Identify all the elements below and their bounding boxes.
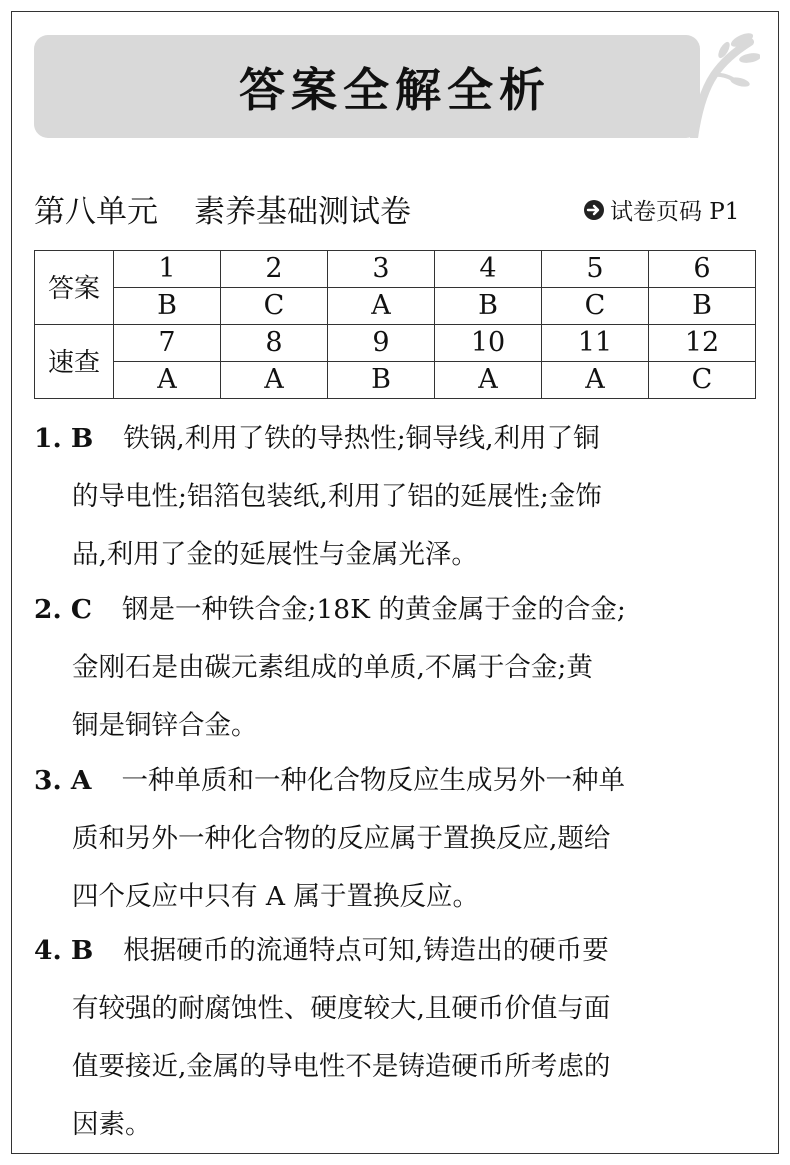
unit-heading [34,186,411,231]
question-number: 8 [221,325,328,362]
answer-cell: A [221,362,328,399]
explanation-line: 铜是铜锌合金。 [72,710,258,741]
page-reference [583,193,739,226]
explanation-line: 一种单质和一种化合物反应生成另外一种单 [121,765,625,796]
unit-subtitle: 素养基础测试卷 [194,194,411,230]
question-number: 2 [221,251,328,288]
question-number: 9 [328,325,435,362]
explanation-line: 值要接近,金属的导电性不是铸造硬币所考虑的 [72,1051,611,1082]
page-ref-text: 试卷页码 P1 [610,199,740,225]
explanation-line: 根据硬币的流通特点可知,铸造出的硬币要 [123,935,609,966]
question-number: 6 [649,251,756,288]
answer-cell: B [649,288,756,325]
explanation-q3 [34,752,764,926]
question-label: 3. A [34,765,92,796]
answer-cell: C [542,288,649,325]
question-label: 2. C [34,594,92,625]
explanation-line: 的导电性;铝箔包装纸,利用了铝的延展性;金饰 [72,481,602,512]
explanation-line: 金刚石是由碳元素组成的单质,不属于合金;黄 [72,652,593,683]
answer-cell: A [435,362,542,399]
answer-cell: A [542,362,649,399]
table-row [35,251,756,288]
answer-cell: B [328,362,435,399]
table-row [35,325,756,362]
question-number: 5 [542,251,649,288]
question-number: 4 [435,251,542,288]
explanation-line: 有较强的耐腐蚀性、硬度较大,且硬币价值与面 [72,993,611,1024]
table-label-lookup: 速查 [35,325,114,399]
question-number: 1 [114,251,221,288]
answer-cell: C [649,362,756,399]
question-number: 7 [114,325,221,362]
explanation-line: 铁锅,利用了铁的导热性;铜导线,利用了铜 [123,423,600,454]
explanation-line: 四个反应中只有 A 属于置换反应。 [72,881,479,912]
explanation-q2 [34,581,764,755]
explanation-q1 [34,410,764,584]
question-label: 1. B [34,423,94,454]
question-number: 11 [542,325,649,362]
explanation-line: 钢是一种铁合金;18K 的黄金属于金的合金; [121,594,626,625]
explanation-line: 质和另外一种化合物的反应属于置换反应,题给 [72,823,611,854]
question-number: 3 [328,251,435,288]
question-number: 10 [435,325,542,362]
answer-cell: B [435,288,542,325]
answer-cell: B [114,288,221,325]
unit-name: 第八单元 [34,194,158,230]
explanation-line: 因素。 [72,1109,152,1140]
table-row [35,362,756,399]
table-row [35,288,756,325]
table-label-answer: 答案 [35,251,114,325]
answer-cell: A [328,288,435,325]
question-label: 4. B [34,935,94,966]
explanation-q4 [34,922,764,1154]
answer-cell: A [114,362,221,399]
answer-cell: C [221,288,328,325]
page-title: 答案全解全析 [239,62,551,117]
explanation-line: 品,利用了金的延展性与金属光泽。 [72,539,478,570]
question-number: 12 [649,325,756,362]
answer-quick-table [34,250,756,399]
arrow-right-circle-icon [583,199,605,221]
